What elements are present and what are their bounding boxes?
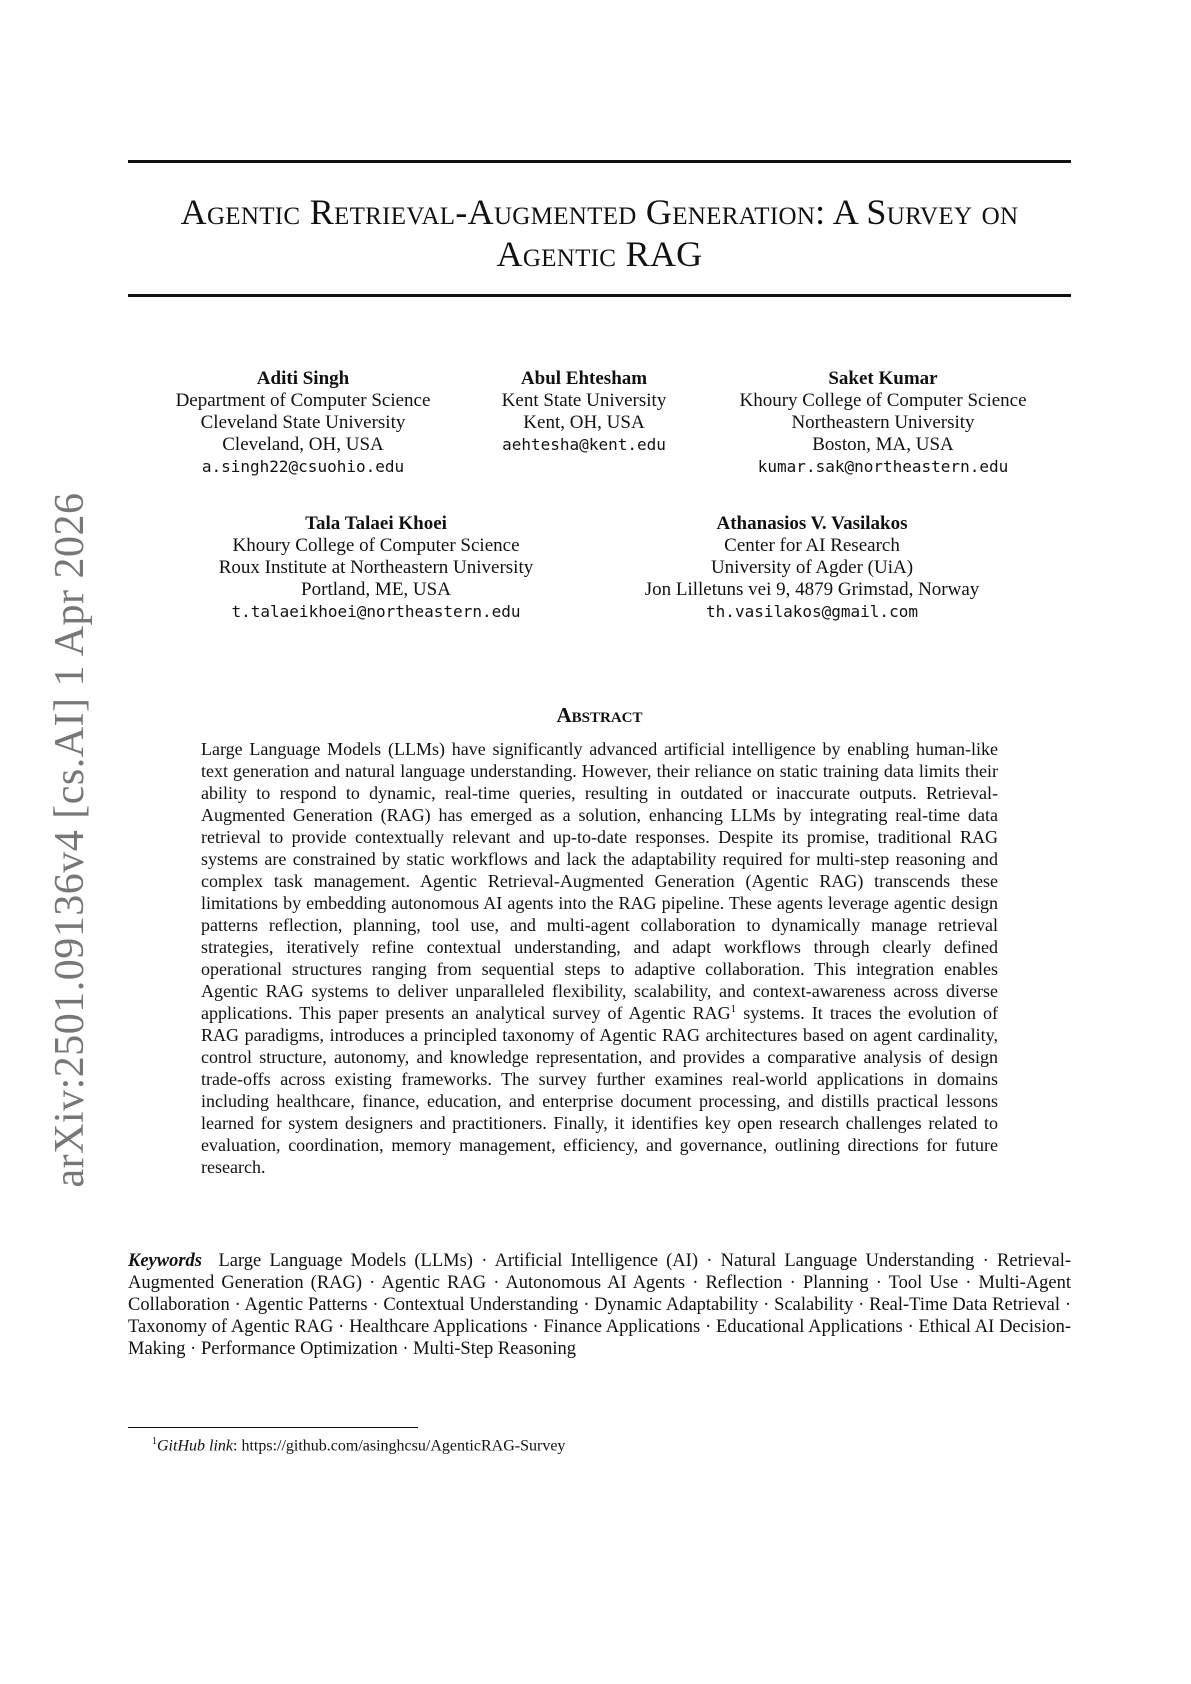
footnote-link[interactable]: : https://github.com/asinghcsu/AgenticRAG-Survey — [233, 1437, 566, 1455]
title-line-1: Agentic Retrieval-Augmented Generation: A Survey on — [180, 192, 1019, 232]
author-affiliation: Center for AI Research — [724, 535, 900, 556]
author-block-4 — [219, 513, 534, 623]
author-email[interactable]: th.vasilakos@gmail.com — [706, 602, 918, 621]
author-location: Boston, MA, USA — [812, 434, 954, 455]
footnote-label: GitHub link — [157, 1437, 233, 1455]
author-name: Abul Ehtesham — [520, 368, 648, 389]
title-bottom-rule — [128, 294, 1071, 297]
author-block-2 — [502, 368, 667, 456]
author-name: Saket Kumar — [828, 368, 938, 389]
author-name: Tala Talaei Khoei — [305, 513, 447, 534]
author-email[interactable]: t.talaeikhoei@northeastern.edu — [231, 602, 521, 621]
author-location: Portland, ME, USA — [301, 579, 451, 600]
author-institution: Roux Institute at Northeastern University — [218, 557, 534, 578]
author-location: Kent, OH, USA — [523, 412, 645, 433]
author-name: Athanasios V. Vasilakos — [716, 513, 908, 534]
author-location: Jon Lilletuns vei 9, 4879 Grimstad, Norway — [644, 579, 980, 600]
author-block-1 — [176, 368, 431, 478]
paper-title — [128, 191, 1071, 275]
author-affiliation: Khoury College of Computer Science — [739, 390, 1027, 411]
title-line-2: Agentic RAG — [496, 234, 703, 274]
author-block-5 — [645, 513, 980, 623]
author-name: Aditi Singh — [256, 368, 350, 389]
author-institution: Kent State University — [501, 390, 667, 411]
author-institution: University of Agder (UiA) — [710, 557, 914, 578]
author-affiliation: Khoury College of Computer Science — [232, 535, 520, 556]
abstract-text-part-2: systems. It traces the evolution of RAG paradigms, introduces a principled taxonomy of Agentic RAG architectures based on agent cardinality, control structure, autonomy, and knowledge representation, and provides a comparative analysis of design trade-offs across existing frameworks. The survey further examines real-world applications in domains including healthcare, finance, education, and enterprise document processing, and distills practical lessons learned for system designers and practitioners. Finally, it identifies key open research challenges related to evaluation, coordination, memory management, efficiency, and governance, outlining directions for future research. — [201, 1003, 998, 1177]
keywords-section — [128, 1250, 1071, 1360]
footnote — [152, 1432, 565, 1456]
abstract-text-part-1: Large Language Models (LLMs) have significantly advanced artificial intelligence by enabling human-like text generation and natural language understanding. However, their reliance on static training data limits their ability to respond to dynamic, real-time queries, resulting in outdated or inaccurate outputs. Retrieval-Augmented Generation (RAG) has emerged as a solution, enhancing LLMs by integrating real-time data retrieval to provide contextually relevant and up-to-date responses. Despite its promise, traditional RAG systems are constrained by static workflows and lack the adaptability required for multi-step reasoning and complex task management. Agentic Retrieval-Augmented Generation (Agentic RAG) transcends these limitations by embedding autonomous AI agents into the RAG pipeline. These agents leverage agentic design patterns reflection, planning, tool use, and multi-agent collaboration to dynamically manage retrieval strategies, iteratively refine contextual understanding, and adapt workflows through clearly defined operational structures ranging from sequential steps to adaptive collaboration. This integration enables Agentic RAG systems to deliver unparalleled flexibility, scalability, and context-awareness across diverse applications. This paper presents an analytical survey of Agentic RAG — [201, 739, 998, 1023]
author-email[interactable]: kumar.sak@northeastern.edu — [757, 457, 1009, 476]
author-institution: Northeastern University — [791, 412, 975, 433]
author-email[interactable]: a.singh22@csuohio.edu — [201, 457, 405, 476]
footnote-rule — [128, 1427, 418, 1428]
footnote-marker[interactable]: 1 — [730, 1003, 737, 1015]
abstract-body — [201, 738, 998, 1178]
footnote-number: 1 — [152, 1436, 157, 1447]
keywords-label: Keywords — [128, 1251, 202, 1271]
author-location: Cleveland, OH, USA — [222, 434, 384, 455]
author-institution: Cleveland State University — [200, 412, 406, 433]
author-block-3 — [739, 368, 1026, 478]
abstract-heading: Abstract — [556, 703, 643, 727]
arxiv-identifier: arXiv:2501.09136v4 [cs.AI] 1 Apr 2026 — [47, 492, 93, 1188]
title-top-rule — [128, 160, 1071, 163]
author-affiliation: Department of Computer Science — [175, 390, 431, 411]
author-email[interactable]: aehtesha@kent.edu — [502, 435, 666, 454]
keywords-list: Large Language Models (LLMs) · Artificial Intelligence (AI) · Natural Language Understanding · Retrieval-Augmented Generation (RAG) · Agentic RAG · Autonomous AI Agents · Reflection · Planning · Tool Use · Multi-Agent Collaboration · Agentic Patterns · Contextual Understanding · Dynamic Adaptability · Scalability · Real-Time Data Retrieval · Taxonomy of Agentic RAG · Healthcare Applications · Finance Applications · Educational Applications · Ethical AI Decision-Making · Performance Optimization · Multi-Step Reasoning — [128, 1251, 1071, 1359]
